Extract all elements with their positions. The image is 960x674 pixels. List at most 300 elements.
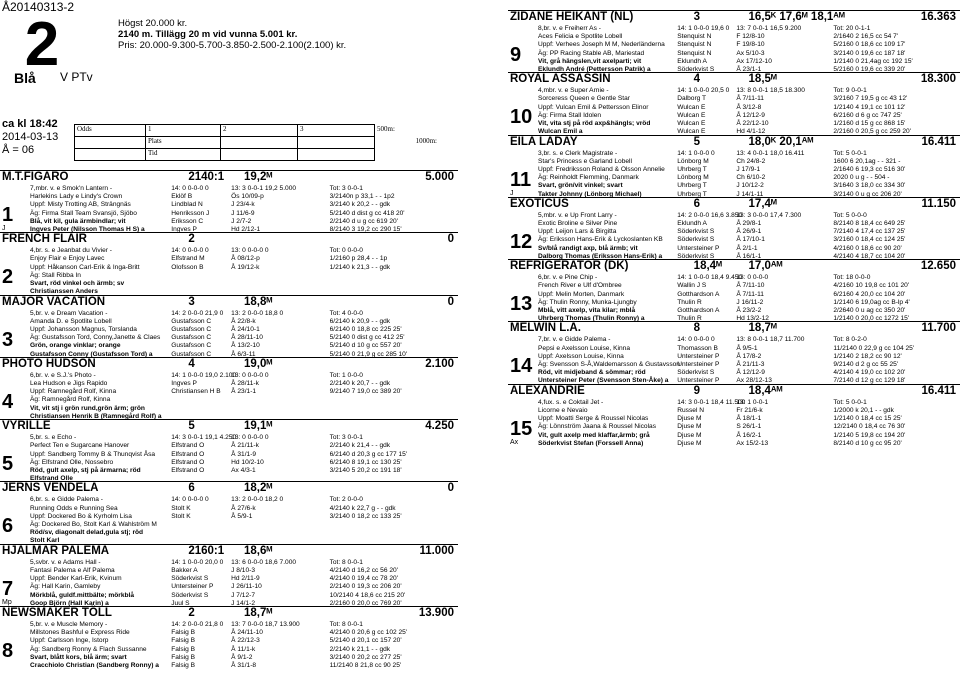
detail-cell: 2/1640 2 16,5 cc 54 7' xyxy=(833,33,899,41)
detail-cell: Hd 2/11-9 xyxy=(231,575,260,583)
detail-cell: Tot: 4 0-0-0 xyxy=(329,309,363,317)
detail-cell: Wulcan E xyxy=(677,120,706,128)
horse-details xyxy=(538,274,960,323)
detail-cell: Å 19/12-k xyxy=(231,263,260,271)
detail-cell: 1/2160 d 15 g cc 868 15' xyxy=(833,120,906,128)
horse-header xyxy=(0,544,458,559)
horse-name: FRENCH FLAIR xyxy=(2,233,87,246)
horse-header xyxy=(0,419,458,434)
detail-row xyxy=(538,212,960,220)
detail-row xyxy=(30,451,458,459)
detail-cell: 3/1640 3 18,0 cc 334 30' xyxy=(833,182,906,190)
horse-name: MELWIN L.A. xyxy=(510,322,581,335)
detail-row xyxy=(538,58,960,66)
detail-row xyxy=(538,112,960,120)
detail-cell: 13: 0 0-0-0 xyxy=(736,274,769,282)
detail-cell: Söderkvist S xyxy=(171,575,209,583)
detail-cell: 4/2140 d 16,2 cc 56 20' xyxy=(329,566,398,574)
detail-cell: 7/2140 4 17,4 cc 137 25' xyxy=(833,228,906,236)
detail-cell: Tot: 3 0-0-1 xyxy=(329,434,363,442)
detail-cell: Uppf: Verhees Joseph M M, Nederländerna xyxy=(538,41,665,49)
detail-cell: 4/2160 10 19,8 cc 101 20' xyxy=(833,282,910,290)
detail-cell: Gustafsson C xyxy=(171,334,212,342)
detail-cell: Elfstrand O xyxy=(171,442,205,450)
detail-row xyxy=(30,201,458,209)
detail-cell: Å 9/5-1 xyxy=(736,344,758,352)
horse-details xyxy=(538,336,960,385)
detail-cell: Fr 21/6-k xyxy=(736,406,763,414)
detail-row xyxy=(538,174,960,182)
horse-details xyxy=(30,247,458,296)
detail-row xyxy=(30,280,458,288)
detail-cell: 14: 2 0-0-0 21,9 0 xyxy=(171,309,224,317)
detail-cell: 8,br. v. e Freiherr As - xyxy=(538,25,601,32)
horse-odds: 8 xyxy=(693,322,701,335)
detail-cell: Å 29/8-1 xyxy=(736,220,762,228)
detail-cell: J 2/7-2 xyxy=(231,217,252,225)
detail-cell: 14: 0 0-0-0 0 xyxy=(171,247,209,255)
horse-header xyxy=(508,135,960,150)
detail-row xyxy=(538,291,960,299)
detail-cell: Äg: Lönnström Jaana & Roussel Nicolas xyxy=(538,423,657,431)
detail-cell: Å 17/10-1 xyxy=(736,236,765,244)
detail-cell: 6/2160 4 20,0 cc 104 20' xyxy=(833,290,906,298)
detail-cell: 14: 0 0-0-0 0 xyxy=(171,496,209,504)
detail-cell: 7/2140 d 12 g cc 129 18' xyxy=(833,377,906,385)
detail-cell: 4/2140 k 22,7 g - - gdk xyxy=(329,504,396,512)
detail-cell: 5,br. v. e Muscle Memory - xyxy=(30,621,108,629)
detail-cell: Uppf: Misty Trotting AB, Strängnäs xyxy=(30,201,131,209)
detail-cell: Svart, röd vinkel och ärmb; sv xyxy=(30,280,125,288)
detail-row xyxy=(538,33,960,41)
detail-row xyxy=(538,95,960,103)
detail-cell: 7,mbr. v. e Smok'n Lantern - xyxy=(30,185,113,192)
detail-row xyxy=(30,310,458,318)
detail-cell: Tot: 3 0-0-1 xyxy=(329,185,363,192)
detail-cell: 6/2140 8 19,1 cc 130 25' xyxy=(329,458,402,466)
detail-cell: Gustafsson C xyxy=(171,342,212,350)
grid-empty xyxy=(298,137,375,149)
detail-cell: 3/2160 7 19,5 g cc 43 12' xyxy=(833,95,908,103)
horse-record: 19,0ᴹ xyxy=(243,357,273,370)
detail-cell: Stolt Karl xyxy=(30,537,60,545)
detail-cell: 14: 1 0-0-0 20,0 0 xyxy=(171,558,224,566)
detail-cell: Falsig B xyxy=(171,645,196,653)
detail-cell: 2/2140 k 20,7 - - gdk xyxy=(329,380,391,388)
detail-cell: 14: 3 0-0-1 18,4 11.500 xyxy=(677,398,746,406)
detail-cell: Å 31/1-9 xyxy=(231,450,257,458)
detail-row xyxy=(538,432,960,440)
detail-row xyxy=(30,559,458,567)
detail-cell: Gotthardson A xyxy=(677,290,720,298)
detail-cell: Uppf: Moatti Serge & Roussel Nicolas xyxy=(538,415,649,423)
detail-row xyxy=(538,336,960,344)
horse-name: ALEXANDRIE xyxy=(510,384,585,397)
horse-details xyxy=(30,559,458,608)
detail-cell: 13: 8 0-0-1 18,7 11.700 xyxy=(736,336,805,344)
detail-cell: Ax 4/3-1 xyxy=(231,466,256,474)
detail-cell: 13: 7 0-0-0 18,7 13.900 xyxy=(231,621,300,629)
horse-earnings: 0 xyxy=(447,482,454,495)
detail-cell: 6,br. v. e S.J.'s Photo - xyxy=(30,371,96,379)
horse-entry xyxy=(0,419,458,481)
detail-row xyxy=(538,25,960,33)
info-line: Högst 20.000 kr. xyxy=(118,18,188,29)
detail-cell: Dalborg Thomas (Eriksson Hans-Erik) a xyxy=(538,252,663,260)
detail-row xyxy=(538,440,960,448)
detail-cell: 3/2140 0 u g cc 206 20' xyxy=(833,190,902,198)
detail-cell: Eklöf B xyxy=(171,193,193,201)
detail-cell: 13: 7 0-0-1 16,5 9.200 xyxy=(736,25,802,32)
detail-row xyxy=(30,185,458,193)
detail-cell: 1/2140 0 21,4ag cc 192 15' xyxy=(833,57,913,65)
detail-cell: 4/2140 0 19,4 cc 78 20' xyxy=(329,575,398,583)
detail-cell: Wulcan Emil a xyxy=(538,128,583,136)
horse-entry xyxy=(0,357,458,419)
detail-cell: Söderkvist S xyxy=(677,65,715,73)
detail-cell: Å 18/1-1 xyxy=(736,415,762,423)
detail-cell: 1/2000 k 20,1 - - gdk xyxy=(833,406,894,414)
detail-cell: Å 24/10-1 xyxy=(231,325,260,333)
detail-cell: 2/2140 k 21,1 - - gdk xyxy=(329,645,391,653)
horse-header xyxy=(0,170,458,185)
detail-cell: Gustafsson Conny (Gustafsson Tord) a xyxy=(30,350,153,358)
horse-details xyxy=(538,25,960,74)
detail-cell: Ch 6/10-2 xyxy=(736,174,766,182)
horse-name: ROYAL ASSASSIN xyxy=(510,73,611,86)
detail-cell: J 11/6-9 xyxy=(231,209,255,217)
detail-cell: 2020 0 u g - - 504 - xyxy=(833,174,890,182)
detail-row xyxy=(538,104,960,112)
detail-cell: Å 23/1-1 xyxy=(736,65,762,73)
detail-cell: 8/2140 d 10 g cc 95 20' xyxy=(833,439,902,447)
detail-cell: J 14/1-2 xyxy=(231,599,255,607)
detail-cell: Uppf: Axelsson Louise, Kinna xyxy=(538,352,624,360)
detail-cell: 1/2140 0 18,4 cc 15 25' xyxy=(833,415,902,423)
start-number: 4 xyxy=(2,390,14,413)
horse-entry xyxy=(508,72,960,134)
horse-odds: 3 xyxy=(188,295,195,308)
horse-header xyxy=(0,606,458,621)
horse-odds: 5 xyxy=(693,135,701,148)
detail-cell: Äg: Firma Stall Idolen xyxy=(538,111,602,119)
detail-cell: Thulin R xyxy=(677,298,702,306)
detail-cell: 5,br. v. e Dream Vacation - xyxy=(30,309,108,317)
detail-cell: Juul S xyxy=(171,599,190,607)
horse-header xyxy=(0,481,458,496)
horse-entry xyxy=(0,295,458,357)
race-info xyxy=(118,18,346,51)
horse-details xyxy=(30,621,458,670)
horse-entry xyxy=(508,197,960,259)
detail-cell: Untersteiner P xyxy=(677,377,720,385)
race-date: 2014-03-13 xyxy=(2,131,59,143)
horse-record: 18,8ᴹ xyxy=(243,295,273,308)
detail-cell: Sorceress Queen e Gentle Star xyxy=(538,95,630,103)
detail-cell: Uppf: Ramnegård Rolf, Kinna xyxy=(30,388,117,396)
detail-cell: Å 9/1-2 xyxy=(231,653,253,661)
detail-cell: 2/2160 0 20,5 g cc 259 20' xyxy=(833,128,911,136)
horse-odds: 2 xyxy=(188,233,195,246)
grid-empty xyxy=(375,149,440,161)
detail-cell: Licorne e Nevaio xyxy=(538,406,588,414)
grid-plats: Plats xyxy=(146,137,221,149)
detail-cell: Elfstrand O xyxy=(171,450,205,458)
detail-cell: Söderkvist Stefan (Forssell Anna) xyxy=(538,439,644,447)
horse-entry xyxy=(0,232,458,294)
detail-cell: 13: 4 0-0-1 18,0 16.411 xyxy=(736,149,805,157)
detail-cell: 5,svbr. v. e Adams Hall - xyxy=(30,558,101,566)
detail-cell: 1/2140 0 20,0 cc 1272 15' xyxy=(833,315,910,323)
detail-row xyxy=(538,166,960,174)
horse-record: 19,1ᴹ xyxy=(243,420,273,433)
horse-earnings: 0 xyxy=(447,295,454,308)
detail-cell: Djuse M xyxy=(677,423,702,431)
detail-cell: 3/2140 0 19,6 cc 187 18' xyxy=(833,49,906,57)
detail-cell: Äg: Firma Stall Team Svansjö, Sjöbo xyxy=(30,209,137,217)
detail-cell: J 23/4-k xyxy=(231,201,255,209)
detail-cell: Falsig B xyxy=(171,629,196,637)
detail-cell: Tot: 2 0-0-0 xyxy=(329,496,363,504)
detail-cell: Å 5/9-1 xyxy=(231,512,253,520)
detail-cell: 10/2140 4 18,6 cc 215 20' xyxy=(329,591,406,599)
detail-cell: Henriksson J xyxy=(171,209,210,217)
detail-row xyxy=(30,264,458,272)
horse-entry xyxy=(508,384,960,446)
detail-cell: Söderkvist S xyxy=(677,369,715,377)
detail-cell: Stenquist N xyxy=(677,41,712,49)
detail-cell: 1/2140 4 19,1 cc 101 12' xyxy=(833,103,906,111)
detail-cell: 6/2140 0 18,8 cc 225 25' xyxy=(329,325,402,333)
detail-cell: Untersteiner P xyxy=(677,352,720,360)
detail-row xyxy=(30,567,458,575)
detail-cell: Tot: 20 0-1-1 xyxy=(833,25,871,32)
detail-cell: Bakker A xyxy=(171,566,198,574)
detail-cell: Äg: Gustafsson Tord, Conny,Janette & Claes xyxy=(30,334,161,342)
horse-earnings: 2.100 xyxy=(425,357,454,370)
horse-odds: 4 xyxy=(188,357,195,370)
detail-cell: Å 28/11-10 xyxy=(231,334,263,342)
horse-odds: 2 xyxy=(188,607,195,620)
detail-cell: 14: 1 0-0-0 19,0 2.100 xyxy=(171,371,237,379)
detail-cell: Wulcan E xyxy=(677,128,706,136)
horse-details xyxy=(30,434,458,483)
detail-cell: 3/2140 0 18,2 cc 133 25' xyxy=(329,512,402,520)
race-number: 2 xyxy=(24,10,60,79)
detail-cell: 11/2140 0 22,9 g cc 104 25' xyxy=(833,344,915,352)
horse-earnings: 13.900 xyxy=(418,607,454,620)
detail-cell: 14: 3 0-0-1 19,1 4.250 xyxy=(171,434,237,442)
start-number: 7 xyxy=(2,577,14,600)
start-number: 3 xyxy=(2,328,14,351)
detail-row xyxy=(30,210,458,218)
detail-cell: Elfstrand O xyxy=(171,466,205,474)
horse-prefix: J xyxy=(2,225,6,232)
detail-cell: Tot: 5 0-0-1 xyxy=(833,398,867,406)
detail-cell: Uhrberg Thomas (Thulin Ronny) a xyxy=(538,315,645,323)
detail-cell: 4/2140 4 19,0 cc 102 20' xyxy=(833,369,906,377)
detail-cell: Djuse M xyxy=(677,431,702,439)
detail-cell: Äg: PP Racing Stable AB, Mariestad xyxy=(538,49,645,57)
horse-entry xyxy=(508,321,960,383)
detail-cell: Å 7/11-11 xyxy=(736,95,764,103)
detail-cell: Uhrberg T xyxy=(677,190,707,198)
horse-record: 17,0ᴬᴹ xyxy=(748,260,783,273)
start-info xyxy=(2,118,58,157)
detail-cell: J 17/9-1 xyxy=(736,165,761,173)
detail-cell: Tot: 8 0-2-0 xyxy=(833,336,867,344)
grid-tid: Tid xyxy=(146,149,221,161)
detail-cell: 12/2140 0 18,4 cc 76 30' xyxy=(833,423,906,431)
grid-empty xyxy=(75,137,146,149)
detail-cell: Elfstrand M xyxy=(171,255,205,263)
detail-cell: 11/2140 8 21,8 cc 90 25' xyxy=(329,662,402,670)
detail-cell: 1/2140 5 19,8 cc 194 20' xyxy=(833,431,906,439)
track-title: Å20140313-2 xyxy=(2,0,75,14)
detail-cell: Äg: Sandberg Ronny & Flach Sussanne xyxy=(30,645,147,653)
horse-details xyxy=(30,185,458,234)
detail-cell: Wulcan E xyxy=(677,103,706,111)
detail-cell: 9/2140 d 2 g cc 55 25' xyxy=(833,361,899,369)
horse-details xyxy=(538,87,960,136)
horse-odds: 4 xyxy=(693,73,701,86)
detail-cell: Eklundh A xyxy=(677,57,707,65)
detail-cell: Stenquist N xyxy=(677,49,712,57)
detail-row xyxy=(30,318,458,326)
detail-cell: Å 7/11-10 xyxy=(736,282,765,290)
detail-cell: 8/2140 3 19,2 cc 290 15' xyxy=(329,225,402,233)
start-number: 6 xyxy=(2,515,14,538)
detail-cell: Hd 10/2-10 xyxy=(231,458,264,466)
horse-header xyxy=(508,384,960,399)
horse-prefix: Ax xyxy=(510,438,519,446)
horse-record: 16,5ᴷ 17,6ᴹ 18,1ᴬᴹ xyxy=(748,11,845,23)
detail-cell: Ös 10/09-p xyxy=(231,193,264,201)
detail-row xyxy=(30,646,458,654)
horse-record: 18,4ᴬᴹ xyxy=(748,384,783,397)
horse-name: ZIDANE HEIKANT (NL) xyxy=(510,11,634,23)
detail-cell: Wallin J S xyxy=(677,282,707,290)
detail-row xyxy=(538,41,960,49)
detail-cell: Å 23/2-2 xyxy=(736,306,762,314)
detail-cell: Röd, vit midjeband & sömmar; röd xyxy=(538,369,646,377)
detail-row xyxy=(538,307,960,315)
detail-row xyxy=(30,405,458,413)
detail-cell: Fantasi Palema e Alf Palema xyxy=(30,566,115,574)
detail-cell: Uppf: Bender Karl-Erik, Kvinum xyxy=(30,575,122,583)
detail-cell: Gotthardson A xyxy=(677,306,720,314)
detail-row xyxy=(538,399,960,407)
detail-cell: Å 21/11-3 xyxy=(736,361,765,369)
detail-cell: Å 13/2-10 xyxy=(231,342,260,350)
horse-entry xyxy=(508,10,960,72)
detail-cell: 6,br. v. e Pine Chip - xyxy=(538,274,598,282)
detail-cell: Untersteiner P xyxy=(677,244,720,252)
detail-cell: Å 26/9-1 xyxy=(736,228,762,236)
horse-entry xyxy=(0,606,458,668)
detail-cell: 3,br. s. e Clerk Magistrate - xyxy=(538,149,618,157)
detail-cell: 2/2160 0 20,0 cc 769 20' xyxy=(329,599,402,607)
detail-cell: Å 28/11-k xyxy=(231,380,259,388)
horse-record: 17,4ᴹ xyxy=(748,197,777,210)
detail-cell: F 19/8-10 xyxy=(736,41,765,49)
detail-cell: Vit, grå hängslen,vit axelparti; vit xyxy=(538,57,642,65)
horse-name: M.T.FIGARO xyxy=(2,171,69,183)
horse-earnings: 18.300 xyxy=(920,73,956,86)
horse-name: EXOTICUS xyxy=(510,197,569,210)
detail-cell: Running Odds e Running Sea xyxy=(30,504,118,512)
detail-row xyxy=(538,423,960,431)
detail-cell: 4,br. s. e Jeanbat du Vivier - xyxy=(30,247,112,255)
detail-cell: 1/2140 k 21,3 - - gdk xyxy=(329,263,391,271)
detail-cell: Untersteiner Peter (Svensson Sten-Åke) a xyxy=(538,377,669,385)
detail-cell: Å 17/8-2 xyxy=(736,352,762,360)
horse-odds: 18,4ᴹ xyxy=(693,260,722,273)
detail-cell: 4/2140 4 18,7 cc 104 20' xyxy=(833,252,906,260)
detail-cell: Thomasson B xyxy=(677,344,718,352)
detail-cell: 2/2640 0 u ag cc 350 20' xyxy=(833,306,906,314)
detail-cell: Falsig B xyxy=(171,653,196,661)
detail-cell: Grön, orange vinklar; orange xyxy=(30,342,121,350)
detail-cell: Uhrberg T xyxy=(677,165,707,173)
detail-cell: Christiansen H B xyxy=(171,388,221,396)
horse-details xyxy=(30,372,458,421)
detail-cell: 14: 0 0-0-0 0 xyxy=(677,336,715,344)
detail-cell: Äg: Thulin Ronny, Munka-Ljungby xyxy=(538,298,637,306)
detail-cell: Å 22/12-3 xyxy=(231,637,260,645)
horse-details xyxy=(538,399,960,448)
detail-row xyxy=(30,372,458,380)
detail-cell: 3/2160 0 18,4 cc 124 25' xyxy=(833,236,906,244)
right-column xyxy=(508,0,960,674)
detail-cell: Elfstrand O xyxy=(171,458,205,466)
detail-cell: French River e Ulf d'Ombree xyxy=(538,282,622,290)
detail-cell: Mörkblå, guldf.mittbälte; mörkblå xyxy=(30,591,135,599)
detail-cell: Russel N xyxy=(677,406,704,414)
detail-cell: 2/2140 0 19,3 cc 206 20' xyxy=(329,583,402,591)
detail-cell: Ingves P xyxy=(171,225,197,233)
detail-cell: Tot: 18 0-0-0 xyxy=(833,274,871,282)
detail-row xyxy=(538,353,960,361)
detail-cell: Äg: Eriksson Hans-Erik & Lyckoslanten KB xyxy=(538,236,663,244)
start-number: 15 xyxy=(510,417,533,440)
detail-cell: Cracchiolo Christian (Sandberg Ronny) a xyxy=(30,662,159,670)
detail-row xyxy=(30,396,458,404)
detail-cell: Å 27/6-k xyxy=(231,504,256,512)
info-line: 2140 m. Tillägg 20 m vid vunna 5.001 kr. xyxy=(118,29,298,40)
horse-record: 18,7ᴹ xyxy=(243,607,273,620)
detail-row xyxy=(538,150,960,158)
detail-cell: Äg: Hall Karin, Gamleby xyxy=(30,583,101,591)
horse-earnings: 11.150 xyxy=(921,197,956,210)
detail-cell: 13: 0 0-0-0 0 xyxy=(231,247,269,255)
horse-details xyxy=(30,310,458,359)
horse-record: 18,0ᴷ 20,1ᴬᴹ xyxy=(748,135,814,148)
horse-earnings: 11.700 xyxy=(921,322,956,335)
detail-cell: Å 6/3-11 xyxy=(231,350,256,358)
horse-record: 18,7ᴹ xyxy=(748,322,777,335)
detail-cell: Å 7/11-11 xyxy=(736,290,764,298)
horse-earnings: 16.411 xyxy=(921,384,956,397)
detail-row xyxy=(538,236,960,244)
detail-cell: Tot: 0 0-0-0 xyxy=(329,247,363,255)
horse-earnings: 0 xyxy=(447,233,454,246)
detail-row xyxy=(30,442,458,450)
horse-name: HJALMAR PALEMA xyxy=(2,544,110,557)
detail-row xyxy=(538,282,960,290)
detail-cell: 3/2140 0 20,2 cc 277 25' xyxy=(329,653,402,661)
detail-cell: 3/2140 5 20,2 cc 191 18' xyxy=(329,466,402,474)
